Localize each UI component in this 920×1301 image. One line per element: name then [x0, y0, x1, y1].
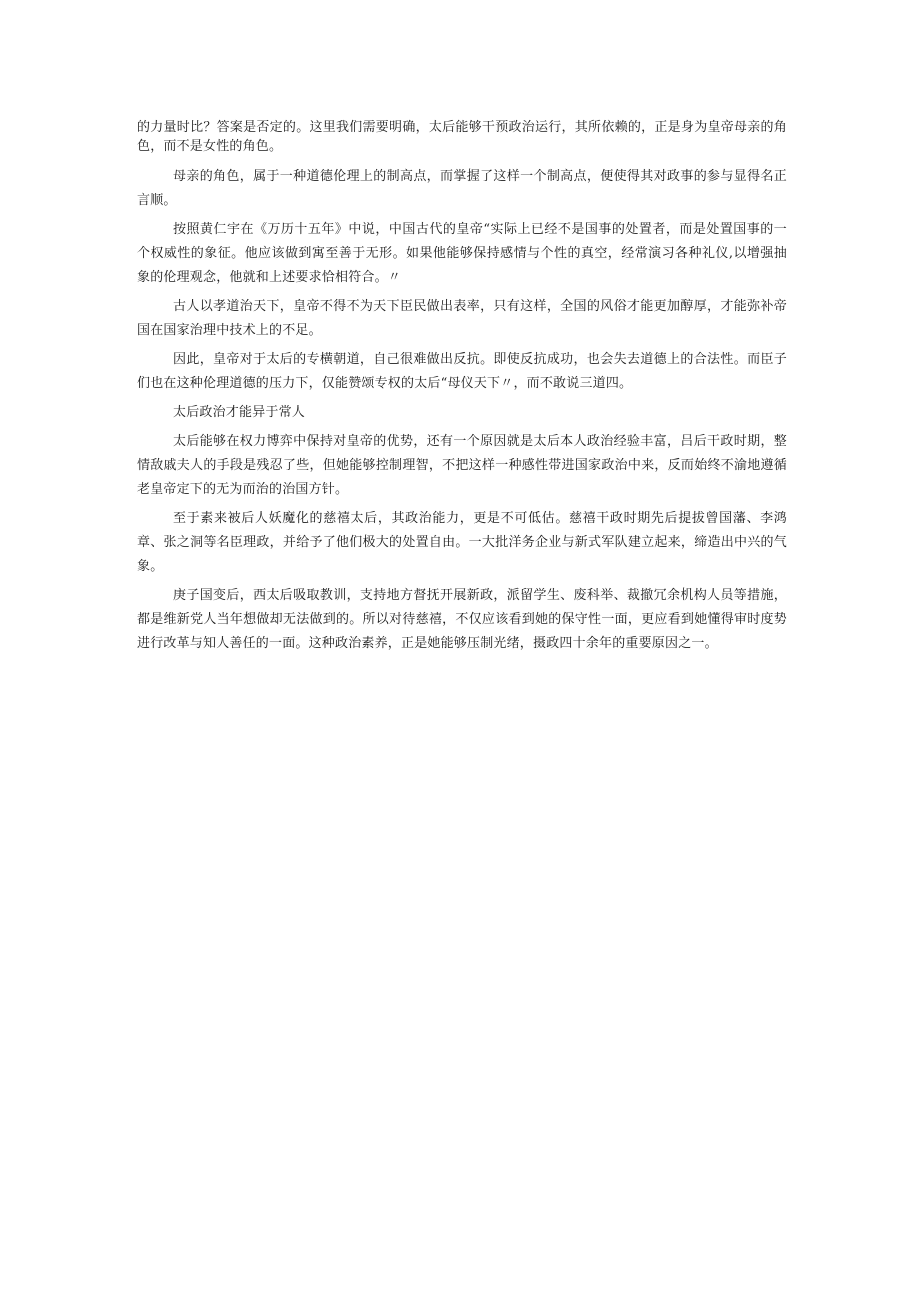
paragraph-empress-lu: 太后能够在权力博弈中保持对皇帝的优势，还有一个原因就是太后本人政治经验丰富，吕后干政时期，整情敌戚夫人的手段是残忍了些，但她能够控制理智，不把这样一种感性带进国家政治中来，反而始终不渝地遵循老皇帝定下的无为而治的治国方针。 — [137, 434, 787, 497]
paragraph-filial-piety: 古人以孝道治天下，皇帝不得不为天下臣民做出表率，只有这样，全国的风俗才能更加醇厚，才能弥补帝国在国家治理中技术上的不足。 — [137, 299, 787, 338]
paragraph-huang-renyu-quote: 按照黄仁宇在《万历十五年》中说，中国古代的皇帝“实际上已经不是国事的处置者，而是处置国事的一个权威性的象征。他应该做到寓至善于无形。如果他能够保持感情与个性的真空，经常演习各种礼仪,以增强抽象的伦理观念，他就和上述要求恰相符合。〃 — [137, 222, 787, 285]
paragraph-continuation: 的力量时比？答案是否定的。这里我们需要明确，太后能够干预政治运行，其所依赖的，正是身为皇帝母亲的角色，而不是女性的角色。 — [137, 120, 787, 154]
paragraph-mother-role: 母亲的角色，属于一种道德伦理上的制高点，而掌握了这样一个制高点，便使得其对政事的参与显得名正言顺。 — [137, 169, 787, 208]
section-heading: 太后政治才能异于常人 — [173, 405, 306, 420]
article-body — [137, 118, 787, 661]
paragraph-emperor-resistance: 因此，皇帝对于太后的专横朝道，自己很难做出反抗。即使反抗成功，也会失去道德上的合法性。而臣子们也在这种伦理道德的压力下，仅能赞颂专权的太后“母仪天下〃，而不敢说三道四。 — [137, 352, 787, 391]
paragraph-cixi: 至于素来被后人妖魔化的慈禧太后，其政治能力，更是不可低估。慈禧干政时期先后提拔曾国藩、李鸿章、张之洞等名臣理政，并给予了他们极大的处置自由。一大批洋务企业与新式军队建立起来，缔造出中兴的气象。 — [137, 511, 787, 574]
paragraph-gengzi-reform: 庚子国变后，西太后吸取教训，支持地方督抚开展新政，派留学生、废科举、裁撤冗余机构人员等措施，都是维新党人当年想做却无法做到的。所以对待慈禧，不仅应该看到她的保守性一面，更应看到她懂得审时度势进行改革与知人善任的一面。这种政治素养，正是她能够压制光绪，摄政四十余年的重要原因之一。 — [137, 588, 787, 651]
